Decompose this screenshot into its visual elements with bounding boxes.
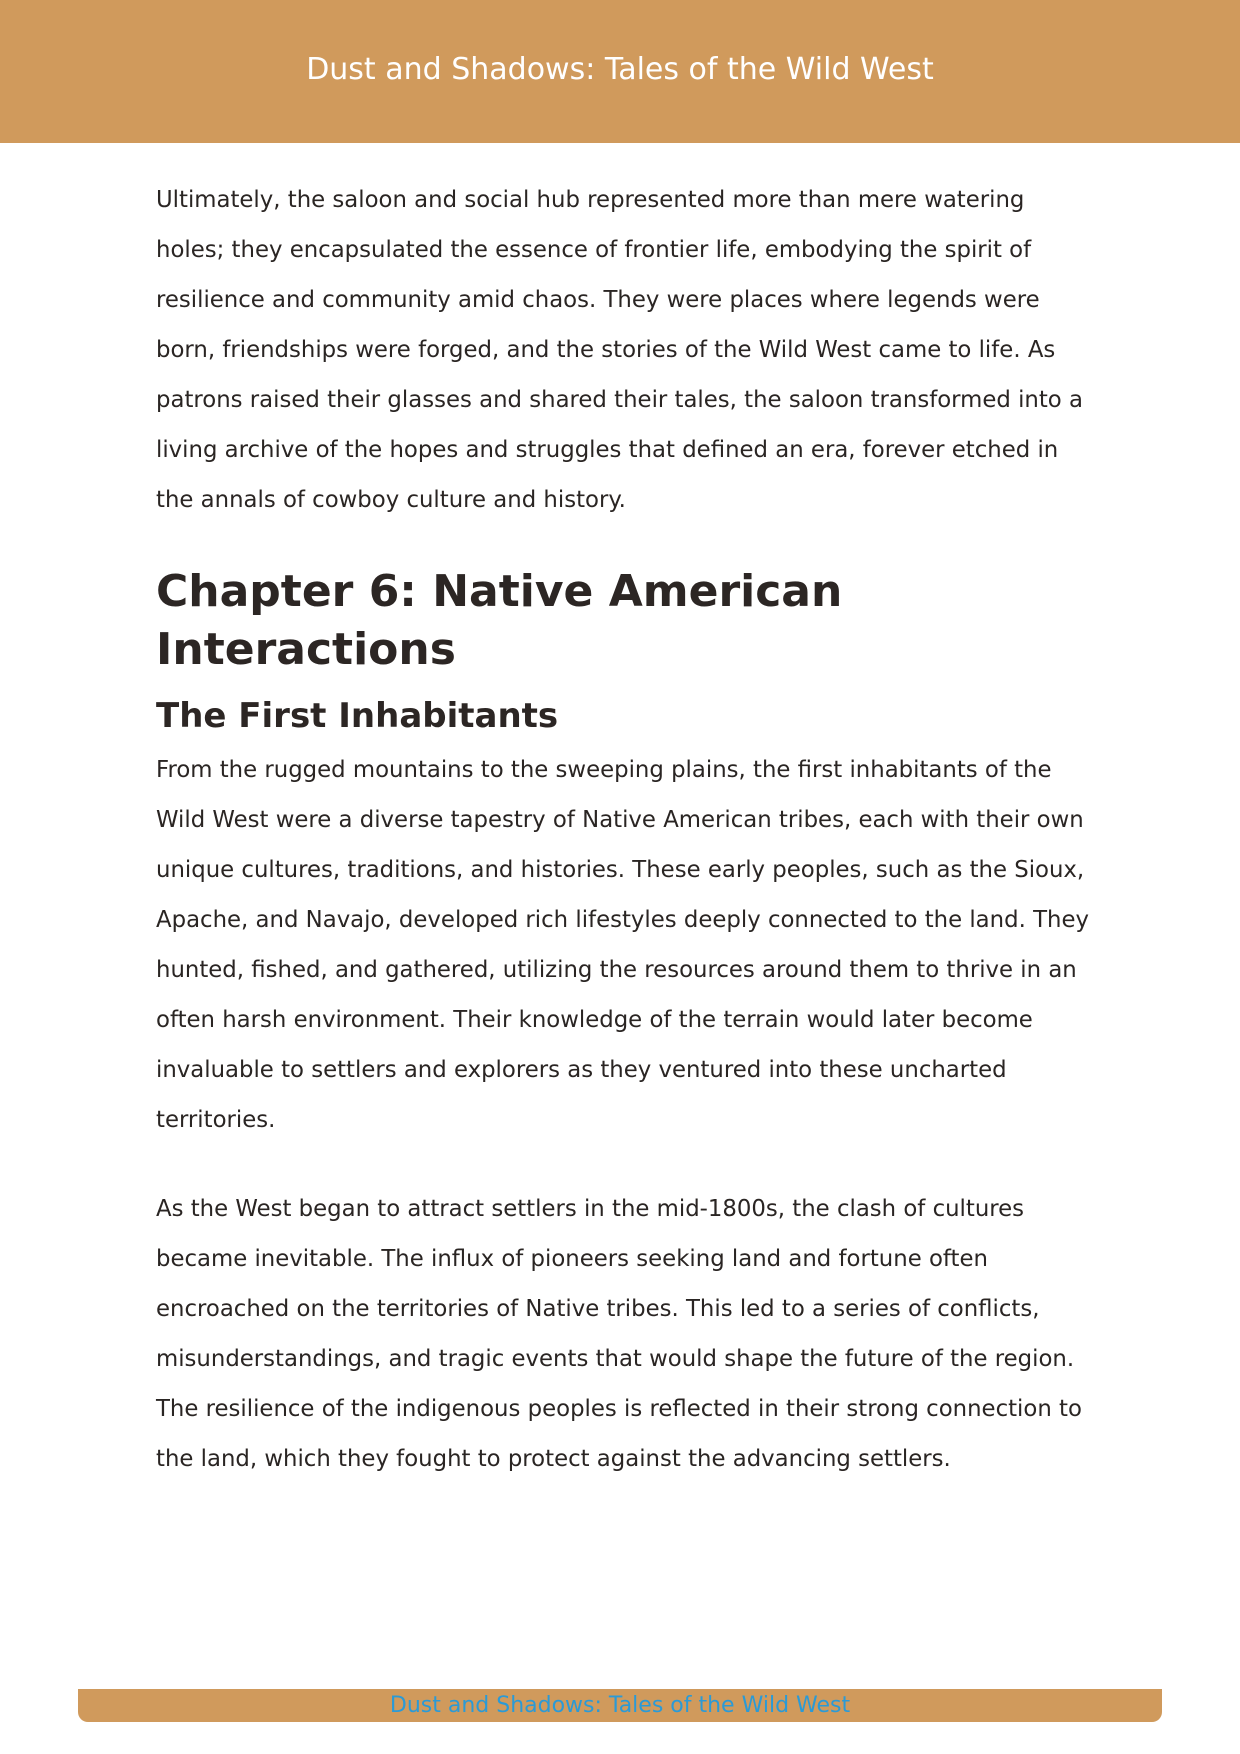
footer-title: Dust and Shadows: Tales of the Wild West — [389, 1693, 851, 1718]
page-footer — [78, 1689, 1162, 1722]
page-content — [156, 175, 1096, 1484]
page-header — [0, 0, 1240, 143]
section-title: The First Inhabitants — [156, 696, 559, 736]
chapter-title: Chapter 6: Native American Interactions — [156, 566, 843, 675]
header-title: Dust and Shadows: Tales of the Wild West — [306, 52, 934, 87]
body-paragraph: As the West began to attract settlers in the mid-1800s, the clash of cultures became inevitable. The influx of pioneers seeking land and fortune often encroached on the territories of Native tribes. This led to a series of conflicts, misunderstandings, and tragic events that would shape the future of the region. The resilience of the indigenous peoples is reflected in their strong connection to the land, which they fought to protect against the advancing settlers. — [156, 1196, 1082, 1472]
intro-paragraph: Ultimately, the saloon and social hub represented more than mere watering holes; they encapsulated the essence of frontier life, embodying the spirit of resilience and community amid chaos. They were places where legends were born, friendships were forged, and the stories of the Wild West came to life. As patrons raised their glasses and shared their tales, the saloon transformed into a living archive of the hopes and struggles that defined an era, forever etched in the annals of cowboy culture and history. — [156, 187, 1083, 513]
body-paragraph: From the rugged mountains to the sweeping plains, the first inhabitants of the Wild West were a diverse tapestry of Native American tribes, each with their own unique cultures, traditions, and histories. These early peoples, such as the Sioux, Apache, and Navajo, developed rich lifestyles deeply connected to the land. They hunted, fished, and gathered, utilizing the resources around them to thrive in an often harsh environment. Their knowledge of the terrain would later become invaluable to settlers and explorers as they ventured into these uncharted territories. — [156, 757, 1089, 1133]
